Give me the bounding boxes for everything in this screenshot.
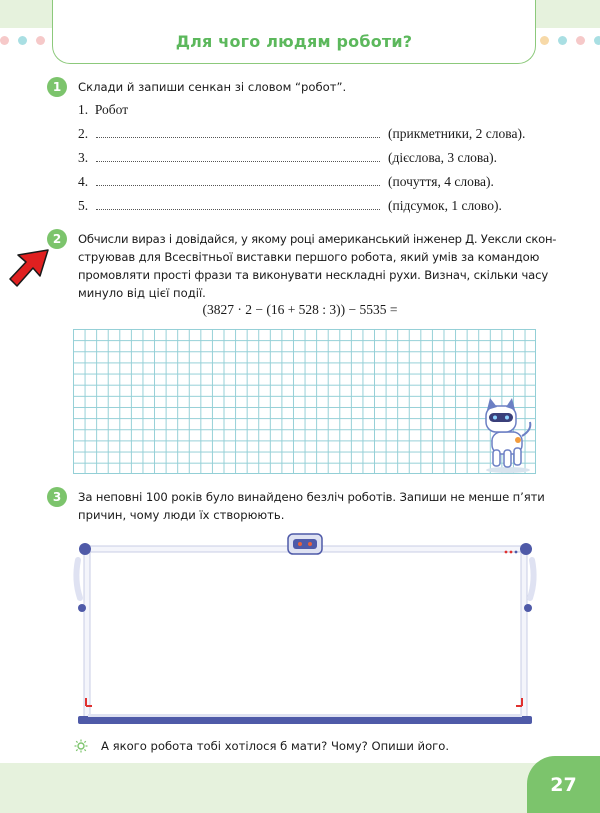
sun-icon bbox=[74, 739, 88, 753]
robot-frame[interactable] bbox=[70, 530, 540, 730]
task-2-text: Обчисли вираз і довідайся, у якому році американський інженер Д. Уексли скон- струював для Всесвітньої виставки першого робота, який умів за командою промовляти прості фрази та виконувати нескладні рухи. Визнач, скільки часу минуло від цієї події. bbox=[78, 232, 557, 300]
robot-dog-icon bbox=[478, 396, 538, 474]
answer-line[interactable] bbox=[96, 126, 380, 138]
task-1-row-4[interactable]: 4. (почуття, 4 слова). bbox=[78, 174, 494, 189]
task-1-row-3[interactable]: 3. (дієслова, 3 слова). bbox=[78, 150, 497, 165]
answer-grid[interactable] bbox=[73, 329, 536, 474]
decorative-dots-right bbox=[540, 36, 600, 46]
answer-line[interactable] bbox=[96, 150, 380, 162]
answer-line[interactable] bbox=[96, 174, 380, 186]
bonus-question: А якого робота тобі хотілося б мати? Чому? Опиши його. bbox=[101, 739, 450, 753]
task-3-text: За неповні 100 років було винайдено безліч роботів. Запиши не менше п’яти причин, чому люди їх створюють. bbox=[78, 490, 545, 522]
red-arrow-icon bbox=[6, 246, 56, 296]
task-1-row-2[interactable]: 2. (прикметники, 2 слова). bbox=[78, 126, 526, 141]
task-3-number: 3 bbox=[47, 487, 67, 507]
task-1-row-5[interactable]: 5. (підсумок, 1 слово). bbox=[78, 198, 502, 213]
task-2-number: 2 bbox=[47, 229, 67, 249]
page-number: 27 bbox=[550, 773, 577, 796]
title-box bbox=[52, 0, 536, 64]
task-2-expression: (3827 · 2 − (16 + 528 : 3)) − 5535 = bbox=[202, 302, 398, 317]
task-1-prompt: Склади й запиши сенкан зі словом “робот”. bbox=[78, 80, 347, 94]
page-title: Для чого людям роботи? bbox=[175, 32, 413, 51]
task-1-line-1: 1. Робот bbox=[78, 102, 129, 117]
answer-line[interactable] bbox=[96, 198, 380, 210]
page-number-tab bbox=[527, 756, 600, 813]
bottom-band bbox=[0, 763, 600, 813]
task-1-number: 1 bbox=[47, 77, 67, 97]
